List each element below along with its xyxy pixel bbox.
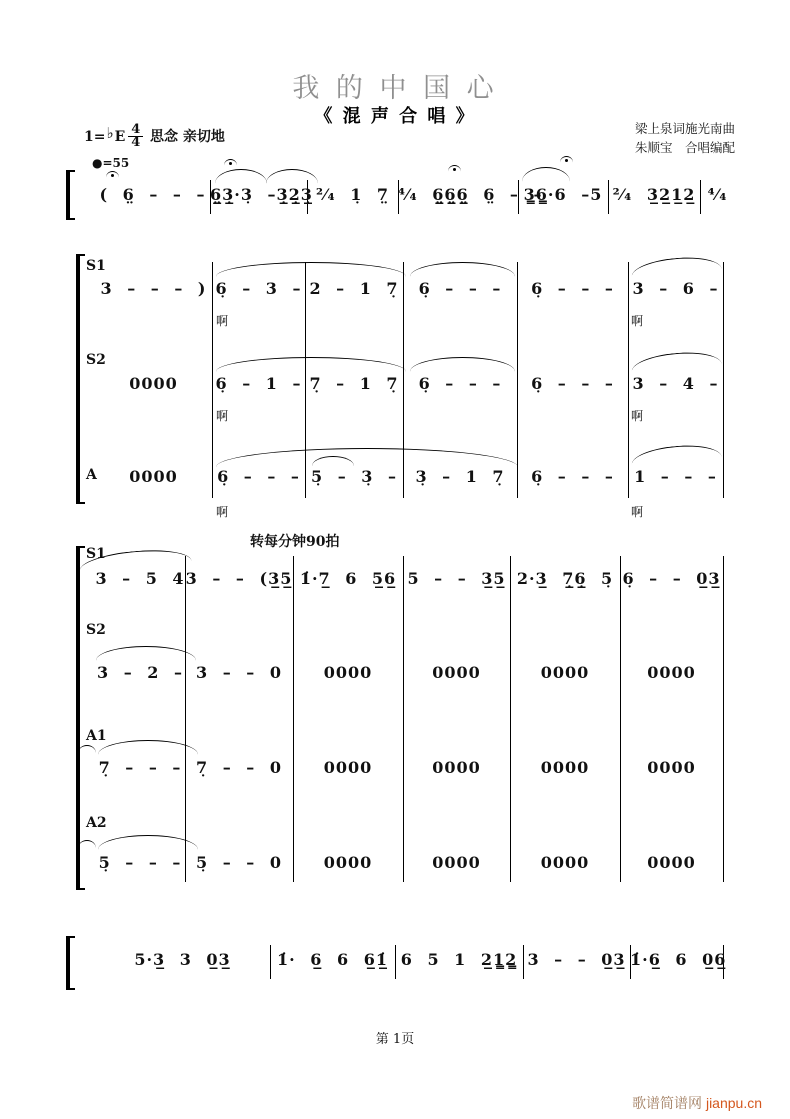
- measure: 0000: [432, 853, 481, 872]
- measure: 1 – – –: [634, 467, 717, 486]
- voice-line-a2: [95, 848, 723, 888]
- slur: [98, 740, 198, 756]
- measure: 5 – – 3̲5̲: [407, 569, 506, 588]
- voice-label-s1: S1: [86, 546, 106, 562]
- voice-label-a1: A1: [86, 728, 107, 744]
- measure: 0000: [432, 663, 481, 682]
- measure: 3̣ – 1 7̣: [415, 467, 505, 486]
- slur: [522, 167, 570, 183]
- intro-system-bracket: [66, 172, 70, 218]
- voice-line-s1: [95, 274, 723, 314]
- lyric: 啊: [631, 314, 644, 328]
- barline: [723, 262, 724, 498]
- voice-label-s2: S2: [86, 622, 106, 638]
- measure: 0000: [432, 758, 481, 777]
- key-letter: E: [114, 128, 126, 145]
- measure: 7̣ – – –: [98, 758, 182, 777]
- credit-arranger: 朱顺宝 合唱编配: [634, 140, 735, 155]
- coda-measure: 1̇·6̲ 6 0̲6̲: [630, 945, 724, 979]
- measure: 3 – 4 –: [632, 374, 719, 393]
- barline: [723, 556, 724, 882]
- intro-measure: ²⁄₄ 3̲2̲1̲2̲: [608, 180, 701, 214]
- fermata-icon: [448, 165, 461, 173]
- measure: 2·3̲ 7̲̣6̲̣ 5̣: [516, 569, 614, 588]
- voice-line-a1: [95, 753, 723, 793]
- measure: 0000: [647, 663, 696, 682]
- measure: 0000: [540, 758, 590, 777]
- time-signature-denominator: 4: [131, 135, 141, 150]
- intro-measure: ⁴⁄₄ 6̲̤6̲̤6̲̤ 6̤ – –: [398, 180, 519, 214]
- voice-line-s2: [95, 658, 723, 698]
- slur: [98, 835, 198, 851]
- expression-marking: 思念 亲切地: [150, 129, 225, 145]
- measure: 6̣ – 3 –: [215, 279, 302, 298]
- song-subtitle: 《 混 声 合 唱 》: [314, 106, 476, 127]
- coda-measure: 3 – – 0̲3̲: [523, 945, 631, 979]
- measure: 0000: [540, 853, 590, 872]
- measure: 3 – 6 –: [632, 279, 719, 298]
- measure: 3 – – 0: [196, 663, 282, 682]
- measure: 0000: [540, 663, 590, 682]
- measure: 7̣ – 1 7̣: [309, 374, 399, 393]
- key-prefix: 1=: [84, 128, 106, 145]
- intro-measure: 3̳6̳·6 –5: [518, 180, 609, 214]
- slur: [78, 840, 96, 849]
- measure: 5̣ – 3̣ –: [311, 467, 397, 486]
- measure: 0000: [129, 374, 178, 393]
- measure: 5̣ – – 0: [196, 853, 282, 872]
- intro-line: [95, 180, 728, 220]
- measure: 5̣ – – –: [98, 853, 182, 872]
- intro-measure: ²⁄₄ 1̣ 7̤: [307, 180, 399, 214]
- measure: 3 – – (3̲5̲: [185, 569, 293, 588]
- measure: 2 – 1 7̣: [309, 279, 399, 298]
- voice-label-s1: S1: [86, 258, 106, 274]
- coda-measure: 1̇· 6̲ 6 6̲1̲̇: [270, 945, 396, 979]
- measure: 6̣ – – –: [531, 467, 614, 486]
- key-signature: [84, 124, 143, 149]
- credits: [635, 119, 735, 157]
- system2-bracket: [76, 548, 80, 888]
- measure: 7̣ – – 0: [196, 758, 282, 777]
- slur: [96, 646, 196, 662]
- lyric: 啊: [216, 505, 229, 519]
- measure: 6̣ – – 0̲3̲: [622, 569, 721, 588]
- measure: 6̣ – – –: [418, 279, 502, 298]
- barline: [403, 556, 404, 882]
- slur: [216, 357, 406, 373]
- time-signature-numerator: 4: [128, 124, 143, 137]
- coda-measure: 6 5 1 2̲1̳2̳: [395, 945, 524, 979]
- slur: [410, 357, 515, 373]
- measure: 0000: [129, 467, 178, 486]
- measure: 0000: [647, 853, 696, 872]
- coda-line: [95, 945, 727, 985]
- tempo-marking: ●=55: [92, 156, 130, 170]
- watermark: [632, 1093, 762, 1113]
- fermata-icon: [106, 171, 119, 179]
- measure: 3 – 5 4: [95, 569, 185, 588]
- slur: [410, 262, 515, 278]
- measure: 6̣ – 1 –: [215, 374, 302, 393]
- slur: [266, 169, 318, 185]
- fermata-icon: [224, 159, 237, 167]
- measure: 0000: [647, 758, 696, 777]
- voice-label-a: A: [86, 467, 97, 483]
- lyric: 啊: [216, 409, 229, 423]
- intro-measure: ( 6̤ – – –: [95, 180, 211, 214]
- measure: 6̣ – – –: [418, 374, 502, 393]
- lyric: 啊: [631, 505, 644, 519]
- time-signature: [128, 124, 143, 149]
- page-number: 第 1页: [375, 1032, 415, 1047]
- barline: [620, 556, 621, 882]
- fermata-icon: [560, 156, 573, 164]
- slur: [78, 745, 96, 754]
- measure: 6̣ – – –: [217, 467, 300, 486]
- tempo-change-label: 转每分钟90拍: [250, 534, 340, 550]
- measure: 3 – 2 –: [97, 663, 183, 682]
- slur: [216, 448, 518, 469]
- intro-measure: 6̲̤3̲̣·3̣ –3̲̣2̲̣3̲̣: [210, 180, 308, 214]
- measure: 6̣ – – –: [531, 374, 614, 393]
- flat-icon: ♭: [106, 123, 114, 142]
- coda-bracket: [66, 938, 70, 988]
- slur: [215, 169, 267, 185]
- slur: [216, 262, 406, 278]
- voice-label-a2: A2: [86, 815, 107, 831]
- measure: 1̇·7̲ 6 5̲6̲: [299, 569, 397, 588]
- voice-line-s1: [95, 564, 723, 604]
- intro-measure: ⁴⁄₄: [707, 185, 728, 204]
- measure: 0000: [323, 853, 373, 872]
- watermark-site-name: 歌谱简谱网: [632, 1095, 706, 1111]
- measure: 3 – – – ): [100, 279, 207, 298]
- measure: 0000: [323, 758, 373, 777]
- barline: [293, 556, 294, 882]
- voice-line-s2: [95, 369, 723, 409]
- barline: [185, 556, 186, 882]
- system1-bracket: [76, 256, 80, 502]
- voice-label-s2: S2: [86, 352, 106, 368]
- watermark-site-url: jianpu.cn: [705, 1095, 762, 1111]
- lyric: 啊: [631, 409, 644, 423]
- barline: [510, 556, 511, 882]
- coda-measure: 5·3̲ 3 0̲3̲: [95, 945, 271, 979]
- song-title: 我 的 中 国 心: [292, 73, 498, 104]
- credit-composer: 梁上泉词施光南曲: [634, 121, 735, 136]
- lyric: 啊: [216, 314, 229, 328]
- measure: 0000: [323, 663, 373, 682]
- measure: 6̣ – – –: [531, 279, 614, 298]
